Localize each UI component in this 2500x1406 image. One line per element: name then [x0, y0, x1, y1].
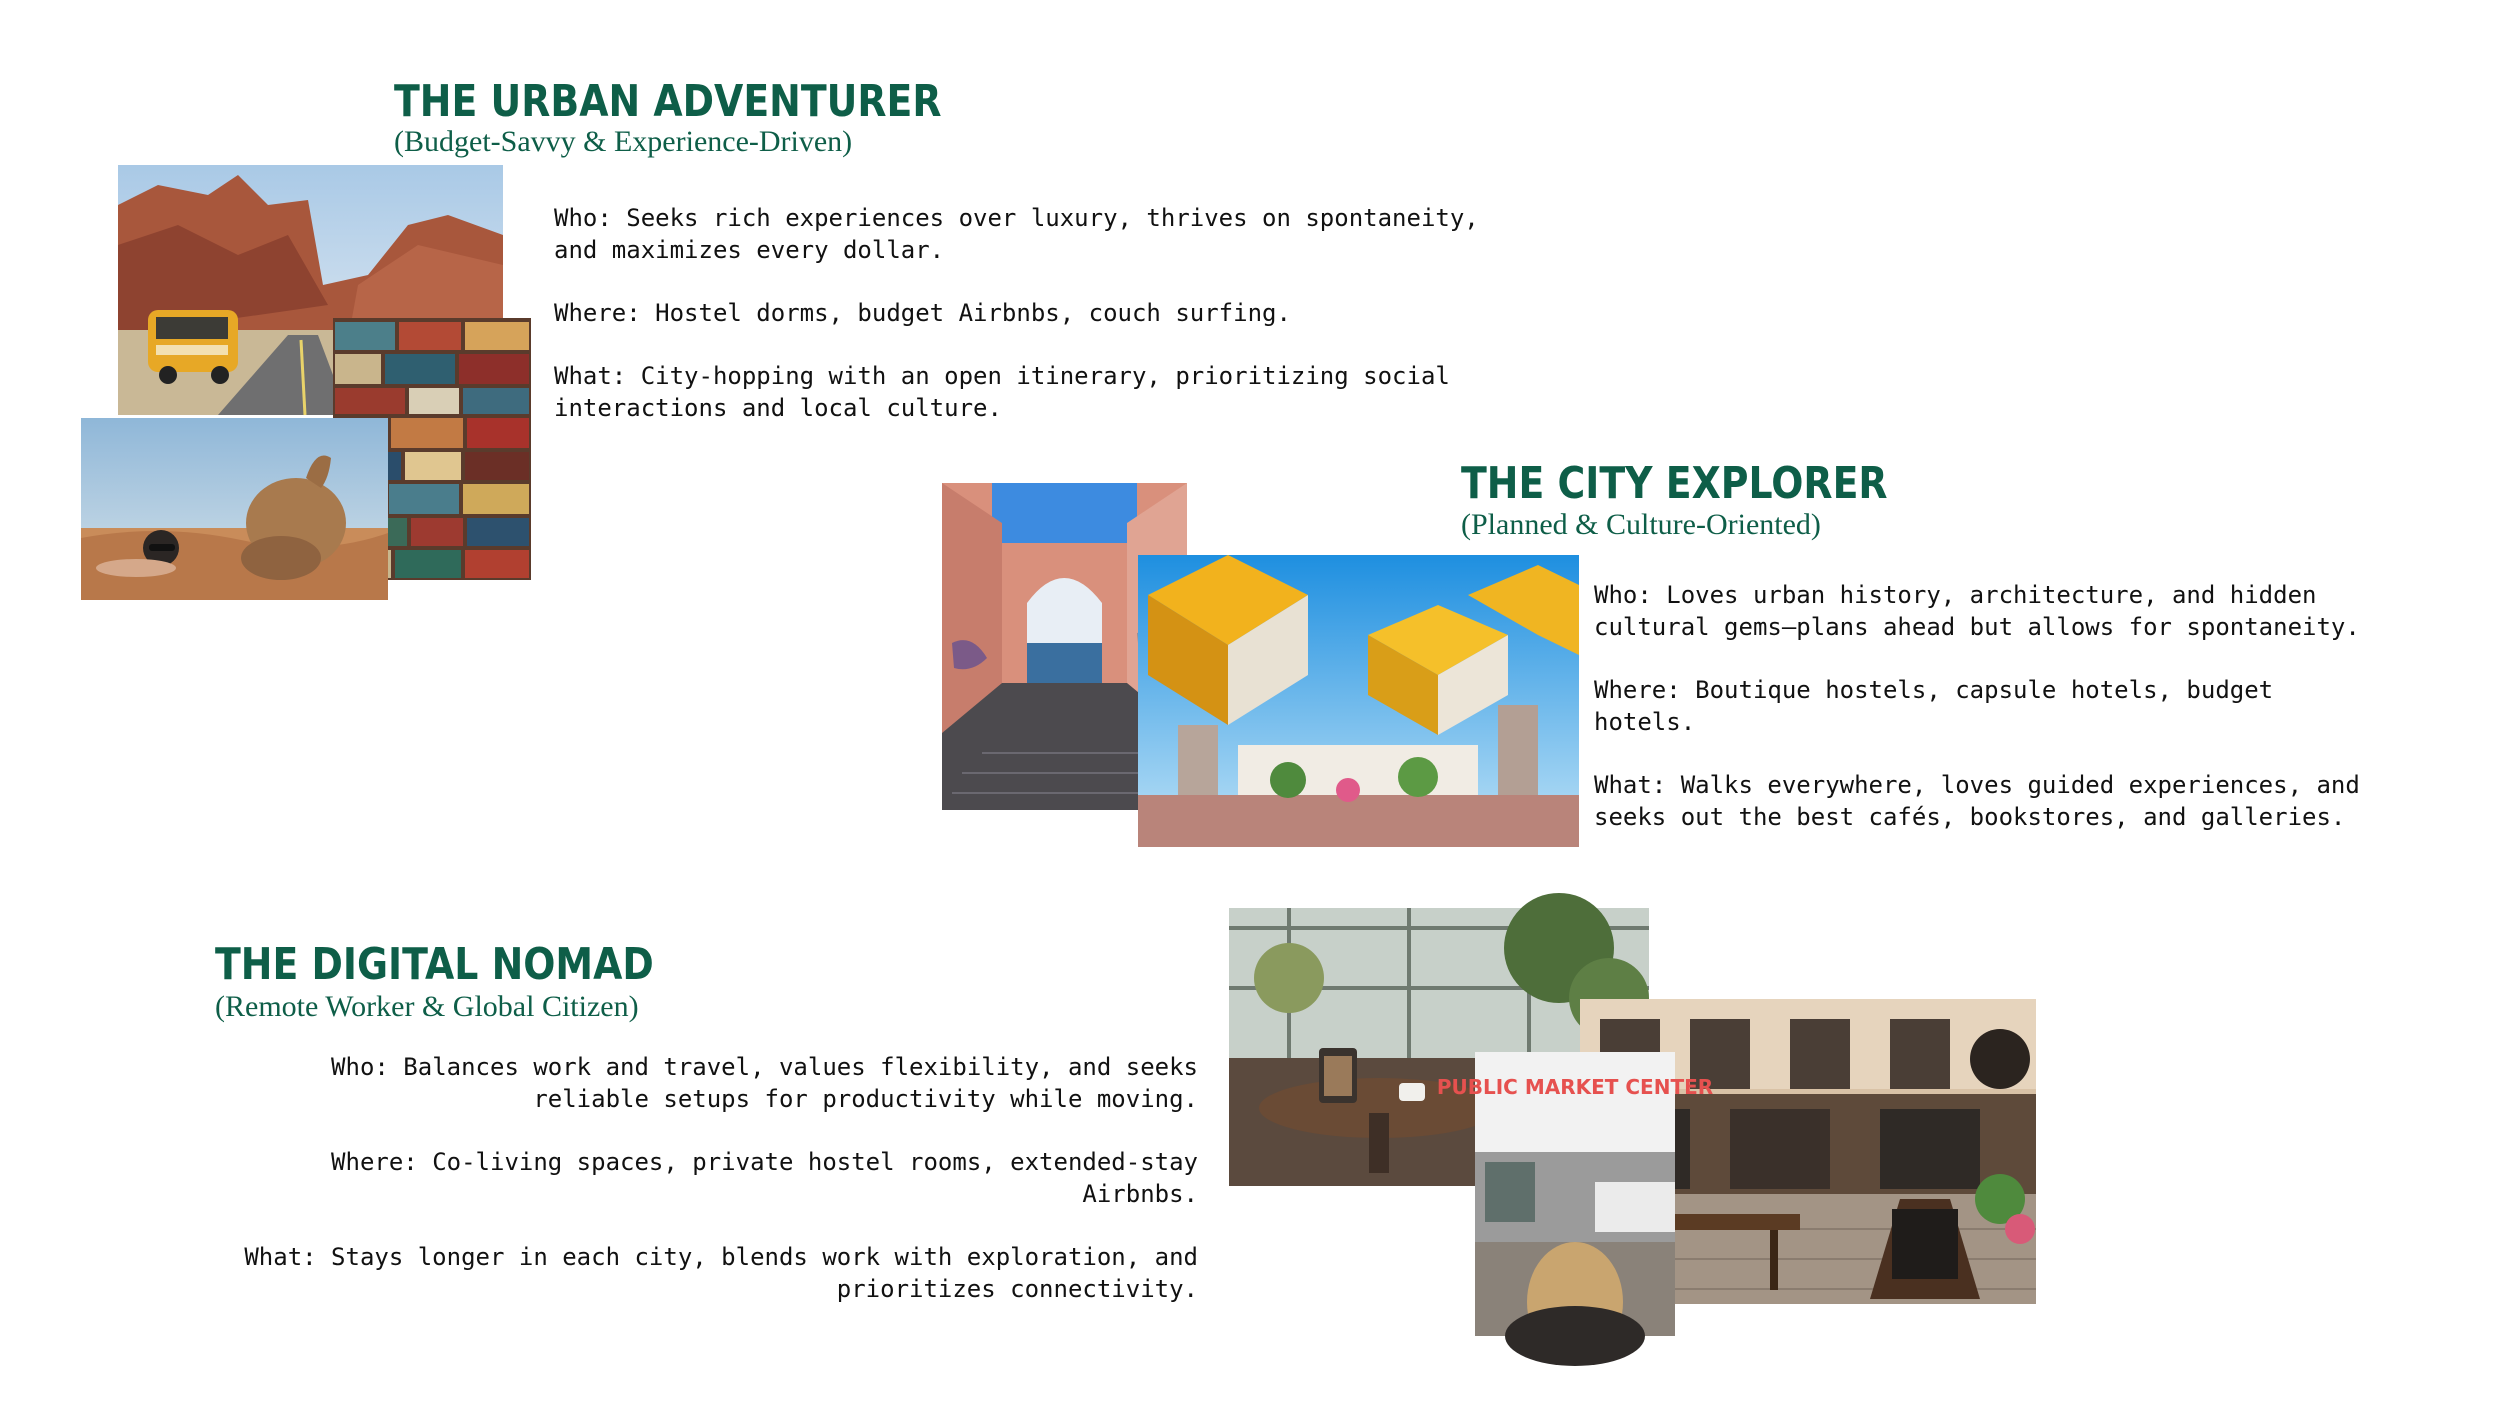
public-market-photo: [1436, 1052, 1714, 1336]
digital-nomad-subtitle: (Remote Worker & Global Citizen): [215, 990, 639, 1023]
digital-nomad-who: Who: Balances work and travel, values flexibility, and seeks reliable setups for productivity while moving.: [331, 1053, 1198, 1113]
city-explorer-title: THE CITY EXPLORER: [1461, 458, 1888, 509]
urban-adventurer-description: [554, 202, 1654, 424]
cube-houses-photo: [1138, 555, 1579, 847]
digital-nomad-where: Where: Co-living spaces, private hostel rooms, extended-stay Airbnbs.: [331, 1148, 1198, 1208]
urban-adventurer-title: THE URBAN ADVENTURER: [394, 76, 942, 127]
city-explorer-what: What: Walks everywhere, loves guided experiences, and seeks out the best cafés, bookstores, and galleries.: [1594, 771, 2360, 831]
city-explorer-who: Who: Loves urban history, architecture, and hidden cultural gems—plans ahead but allows for spontaneity.: [1594, 581, 2360, 641]
city-explorer-description: [1594, 579, 2474, 833]
city-explorer-where: Where: Boutique hostels, capsule hotels, budget hotels.: [1594, 676, 2274, 736]
digital-nomad-description: [150, 1051, 1198, 1305]
digital-nomad-what: What: Stays longer in each city, blends work with exploration, and prioritizes connectivity.: [244, 1243, 1198, 1303]
urban-adventurer-who: Who: Seeks rich experiences over luxury, thrives on spontaneity, and maximizes every dollar.: [554, 204, 1479, 264]
urban-adventurer-subtitle: (Budget-Savvy & Experience-Driven): [394, 125, 853, 158]
digital-nomad-title: THE DIGITAL NOMAD: [215, 939, 654, 990]
camel-desert-photo: [81, 418, 388, 600]
city-explorer-subtitle: (Planned & Culture-Oriented): [1461, 508, 1821, 541]
market-sign-text: PUBLIC MARKET CENTER: [1436, 1075, 1714, 1099]
urban-adventurer-what: What: City-hopping with an open itinerary, prioritizing social interactions and local culture.: [554, 362, 1450, 422]
urban-adventurer-where: Where: Hostel dorms, budget Airbnbs, couch surfing.: [554, 299, 1291, 327]
